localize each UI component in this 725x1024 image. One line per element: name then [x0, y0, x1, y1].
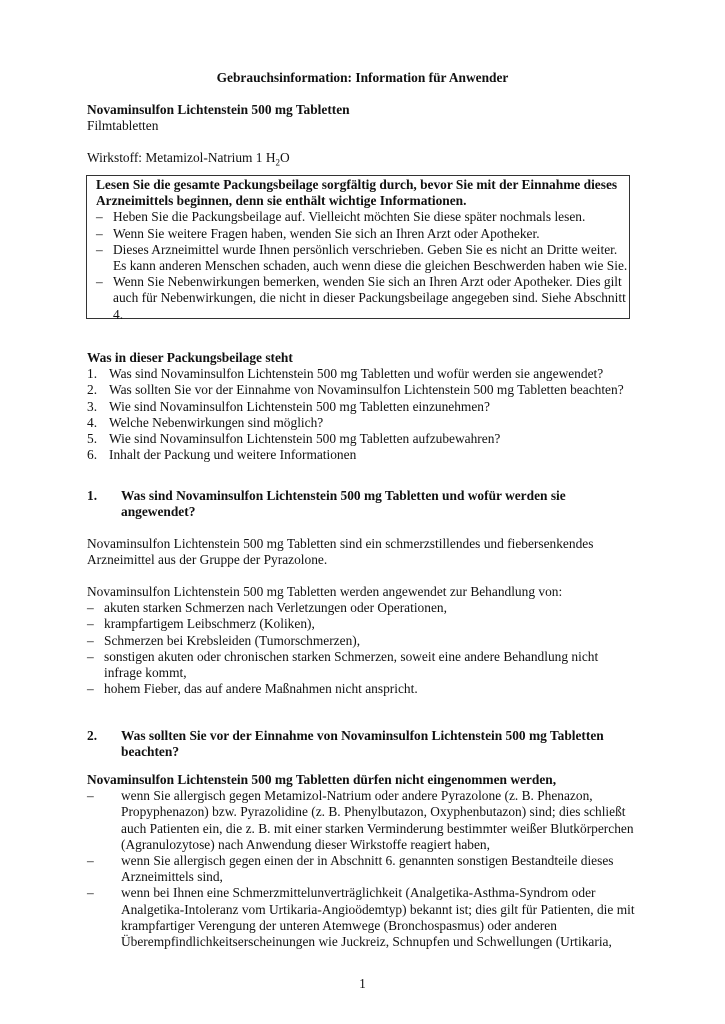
active-ingredient-sub: 2 — [275, 157, 281, 168]
section-2-body — [87, 772, 647, 950]
warning-item-text: Wenn Sie weitere Fragen haben, wenden Sie sich an Ihren Arzt oder Apotheker. — [113, 225, 540, 241]
dash-marker: – — [87, 648, 94, 664]
indication-item — [87, 616, 647, 632]
warning-item-text: Dieses Arzneimittel wurde Ihnen persönlich verschrieben. Geben Sie es nicht an Dritte weiter. Es kann anderen Menschen schaden, auch wenn diese die gleichen Beschwerden haben wie Sie. — [113, 241, 628, 274]
indication-text: hohem Fieber, das auf andere Maßnahmen nicht anspricht. — [104, 681, 418, 697]
warning-item — [96, 242, 630, 274]
item-number: 5. — [87, 431, 98, 447]
item-text: Wie sind Novaminsulfon Lichtenstein 500 mg Tabletten aufzubewahren? — [109, 431, 501, 447]
contraindication-item — [87, 788, 647, 853]
dash-marker: – — [96, 225, 103, 241]
contraindication-text: wenn Sie allergisch gegen einen der in Abschnitt 6. genannten sonstigen Bestandteile dieses Arzneimittels sind, — [121, 853, 614, 885]
contents-item — [87, 447, 667, 463]
active-ingredient-suffix: O — [280, 150, 290, 165]
item-text: Welche Nebenwirkungen sind möglich? — [109, 414, 324, 430]
contraindication-text: wenn Sie allergisch gegen Metamizol-Natrium oder andere Pyrazolone (z. B. Phenazon, Propyphenazon) bzw. Pyrazolidine (z. B. Phenylbutazon, Oxyphenbutazon) sind; dies schließt auch Patienten ein, die z. B. mit einer starken Verminderung bestimmter weißer Blutkörperchen (Agranulozytose) nach Anwendung dieser Wirkstoffe reagiert haben, — [121, 788, 634, 852]
dash-marker: – — [87, 632, 94, 648]
product-name: Novaminsulfon Lichtenstein 500 mg Tabletten — [87, 102, 350, 117]
section-title: Was sollten Sie vor der Einnahme von Novaminsulfon Lichtenstein 500 mg Tabletten beachten? — [121, 728, 604, 760]
contents-item — [87, 399, 667, 415]
item-text: Wie sind Novaminsulfon Lichtenstein 500 mg Tabletten einzunehmen? — [109, 398, 490, 414]
contraindication-text: wenn bei Ihnen eine Schmerzmittelunverträglichkeit (Analgetika-Asthma-Syndrom oder Analgetika-Intoleranz vom Urtikaria-Angioödemtyp) bekannt ist; dies gilt für Patienten, die mit krampfartiger Verengung der unteren Atemwege (Bronchospasmus) oder anderen Überempfindlichkeitserscheinungen wie Juckreiz, Schnupfen und Schwellungen (Urtikaria, — [121, 885, 635, 950]
dash-marker: – — [87, 616, 94, 632]
warning-box-content — [96, 177, 630, 323]
dash-marker: – — [96, 209, 103, 225]
dash-marker: – — [87, 788, 94, 804]
contents-item — [87, 382, 667, 398]
item-text: Was sind Novaminsulfon Lichtenstein 500 mg Tabletten und wofür werden sie angewendet? — [109, 366, 604, 382]
warning-item-text: Heben Sie die Packungsbeilage auf. Vielleicht möchten Sie diese später nochmals lesen. — [113, 209, 586, 225]
contraindication-item — [87, 885, 647, 950]
section-1-heading — [87, 488, 587, 520]
indication-item — [87, 633, 647, 649]
active-ingredient — [87, 150, 647, 166]
item-number: 3. — [87, 398, 98, 414]
warning-item — [96, 274, 630, 323]
warning-item — [96, 226, 630, 242]
item-text: Was sollten Sie vor der Einnahme von Novaminsulfon Lichtenstein 500 mg Tabletten beachten? — [109, 382, 624, 398]
dash-marker: – — [87, 681, 94, 697]
warning-box-heading: Lesen Sie die gesamte Packungsbeilage sorgfältig durch, bevor Sie mit der Einnahme dieses Arzneimittels beginnen, denn sie enthält wichtige Informationen. — [96, 177, 618, 209]
dash-marker: – — [87, 853, 94, 869]
contents-item — [87, 431, 667, 447]
document-title: Gebrauchsinformation: Information für Anwender — [216, 70, 509, 85]
indication-text: sonstigen akuten oder chronischen starken Schmerzen, soweit eine andere Behandlung nicht infrage kommt, — [104, 648, 599, 681]
item-text: Inhalt der Packung und weitere Informationen — [109, 447, 357, 463]
item-number: 6. — [87, 447, 98, 463]
contents-item — [87, 415, 667, 431]
indication-text: akuten starken Schmerzen nach Verletzungen oder Operationen, — [104, 600, 447, 616]
product-form: Filmtabletten — [87, 118, 159, 133]
contents-heading: Was in dieser Packungsbeilage steht — [87, 350, 293, 365]
active-ingredient-prefix: Wirkstoff: Metamizol-Natrium 1 H — [87, 150, 276, 165]
section-number: 1. — [87, 488, 98, 503]
indication-item — [87, 681, 647, 697]
page-number: 1 — [359, 976, 366, 991]
warning-item — [96, 209, 630, 225]
contraindications-heading: Novaminsulfon Lichtenstein 500 mg Tabletten dürfen nicht eingenommen werden, — [87, 772, 557, 787]
dash-marker: – — [96, 241, 103, 257]
section-1-para-2: Novaminsulfon Lichtenstein 500 mg Tabletten werden angewendet zur Behandlung von: — [87, 584, 563, 599]
contents-item — [87, 366, 667, 382]
item-number: 4. — [87, 414, 98, 430]
contraindication-item — [87, 853, 647, 885]
contents-list — [87, 350, 667, 463]
warning-item-text: Wenn Sie Nebenwirkungen bemerken, wenden Sie sich an Ihren Arzt oder Apotheker. Dies gilt auch für Nebenwirkungen, die nicht in dieser Packungsbeilage angegeben sind. Siehe Abschnitt 4. — [113, 274, 626, 322]
dash-marker: – — [87, 885, 94, 901]
item-number: 2. — [87, 382, 98, 398]
section-1-body — [87, 584, 647, 697]
item-number: 1. — [87, 366, 98, 382]
dash-marker: – — [87, 600, 94, 616]
indication-item — [87, 600, 647, 616]
section-number: 2. — [87, 728, 98, 743]
dash-marker: – — [96, 274, 103, 290]
indication-text: krampfartigem Leibschmerz (Koliken), — [104, 616, 315, 632]
indication-item — [87, 649, 604, 681]
section-title: Was sind Novaminsulfon Lichtenstein 500 mg Tabletten und wofür werden sie angewendet? — [121, 488, 566, 520]
section-2-heading — [87, 728, 627, 760]
indication-text: Schmerzen bei Krebsleiden (Tumorschmerzen), — [104, 632, 361, 648]
section-1-para-1: Novaminsulfon Lichtenstein 500 mg Tabletten sind ein schmerzstillendes und fiebersenkendes Arzneimittel aus der Gruppe der Pyrazolone. — [87, 536, 594, 568]
